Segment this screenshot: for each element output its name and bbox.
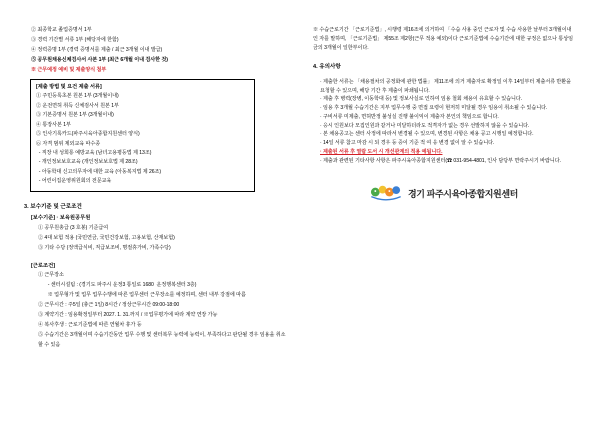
box-line: - 어린이집운영위원회의 전문교육 <box>36 178 112 185</box>
red-note: ※ 근무예정 예비 및 제출양식 첨부 <box>31 66 107 73</box>
box-line: ④ 통장사본 1부 <box>36 121 71 128</box>
doc-line: ③ 계약기간 : 임용확정일부터 2027. 1. 31.까지 / ※업무평가에 따라 계약 연장 가능 <box>38 312 218 319</box>
box-title: [제출 방법 및 요건 제출 서류] <box>36 83 102 90</box>
box-line: ③ 기본증명서 원본 1부 (3개월이내) <box>36 112 114 119</box>
box-line: - 개인정보보호교육 (개인정보보호법 제 28조) <box>36 159 138 166</box>
section-4-title: 4. 유의사항 <box>313 64 341 71</box>
doc-line: · 구비서류 미제출, 면허반정 불성실 진행 불이익이 제출자 본인의 책임으로 합니다. <box>320 113 499 120</box>
left-column <box>24 26 291 414</box>
box-line: ② 운전면허 취득 신체검사서 원본 1부 <box>36 102 119 109</box>
doc-line: ③ 경력 기간별 서류 1부 (해당자에 한함) <box>31 36 119 43</box>
doc-line: ⑤ 수습기간은 3개월이며 수습기간동안 업무 수행 및 센터복무 능력에 능력이, 부족하다고 판단될 경우 임용을 취소할 수 있음 <box>38 331 286 348</box>
highlight-note: · 제출된 서류 후 열람 도서 시 개선관계의 적용 예됩니다. <box>320 148 443 155</box>
box-line: - 아동학대 신고의무자에 대한 교육 (아동복지법 제 26조) <box>36 168 162 175</box>
logo-text: 경기 파주시육아종합지원센터 <box>408 188 518 199</box>
box-line: ① 주민등록초본 원본 1부 (3개월이내) <box>36 93 119 100</box>
intro-paragraph: ※ 수습근로기간 「근로기준법」, 시행령 제16조에 의거하여 「수습 사용 중인 근로자 및 수습 사용한 날부터 3개월이내인 자를 말하며, 「근로기준법」 제55조 제2항(근무 적용 예외)이다 근로기준법에 수습기간에 대한 규정은 없으나 통상임금의 3개월이 일한부이다. <box>313 27 574 51</box>
doc-line: ① 근무장소 <box>38 272 64 279</box>
logo-mark-icon <box>369 183 403 203</box>
center-logo <box>313 183 576 203</box>
doc-line: · 임용 후 3개월 수습기간은 지부 업무수행 중 면접 요령이 현저히 미달될 경우 임용이 취소될 수 있습니다. <box>320 105 548 112</box>
section-3-title: 3. 보수기준 및 근로조건 <box>24 203 82 210</box>
doc-line: · 응시 인원보다 모집인원과 같거나 미달하더라도 적격자가 없는 경우 선발하지 않을 수 있습니다. <box>320 122 530 129</box>
doc-line: ② 4대 보험 적용 (국민연금, 국민건강보험, 고용보험, 산재보험) <box>38 234 175 241</box>
box-line: ⑥ 자격 범위 제외교육 따수종 <box>36 140 101 147</box>
doc-line: · 제출 후 병력(장병, 이동학대 등) 및 정보사실로 인하여 임용 철회 채용이 유효할 수 있습니다. <box>320 96 523 103</box>
doc-line: - 센터시설팀 : (경기도 파주시 운정3 통일로 1680 운정행복센터 3층) <box>45 282 197 289</box>
doc-line: ※ 업무형가 및 업무 업무수행에 따른 업무센터 근무장소를 예정하며, 센터 내부 강점에 따름 <box>45 292 246 299</box>
section-3-block-heading: [근로조건] <box>31 262 55 269</box>
doc-line: · 제출과 관련된 기타사항 사항은 파주시육아종합지원센터(☎ 031-954-4801, 인사 담당부 면락주시기 바랍니다. <box>320 157 561 164</box>
doc-line: ② 최종학교 졸업증명서 1부 <box>31 27 92 33</box>
requirements-box <box>30 79 255 192</box>
doc-line: ② 근무시간 : 주5일 (총근 1일) 8시간 / 정상근무시간 09:00-18:00 <box>38 302 180 309</box>
doc-line: ① 공무원총급 (3 호봉) 기준급여 <box>38 225 109 232</box>
box-line: - 직장 내 성희롱 예방교육 (남녀고용평등법 제 13조) <box>36 150 152 157</box>
doc-line: · 제출한 서류는 「채용절차의 공정화에 관한 법률」 제11조에 의거 제출자로 확정일 이후 14일부터 제출서류 반환을 요청할 수 있으며, 해당 기간 후 제출이 파쇄됩니다. <box>320 78 573 94</box>
two-column-layout <box>24 26 576 414</box>
doc-line: ③ 기타 수당 (정액급식비, 직급보조비, 명절휴가비, 가족수당) <box>38 244 171 251</box>
doc-line: ④ 정력증명 1부 (경력 증명서를 제출 / 최근 3개월 이내 발급) <box>31 46 163 53</box>
doc-line: ⑤ 공무원채용신체검사서 사본 1부 (최근 6개월 이내 검사한 것) <box>31 56 168 63</box>
doc-line: · 본 채용공고는 센터 사정에 따라서 변경될 수 있으며, 변경된 사항은 채용 공고 시행일 예정합니다. <box>320 131 534 138</box>
doc-line: · 14일 서류 참고 마감 시 되 경우 등 증이 기준 적 여 응 변경 없이 알 수 있습니다. <box>320 140 495 147</box>
box-line: ⑤ 인사기록카드(파주시육아종합지원센터 양식) <box>36 131 140 138</box>
section-3-block-heading: [보수기준] · 보육원공무원 <box>31 215 91 222</box>
doc-line: ④ 복사후생 : 근로기준법에 따른 연월차 휴가 등 <box>38 322 142 328</box>
right-column <box>309 26 576 414</box>
